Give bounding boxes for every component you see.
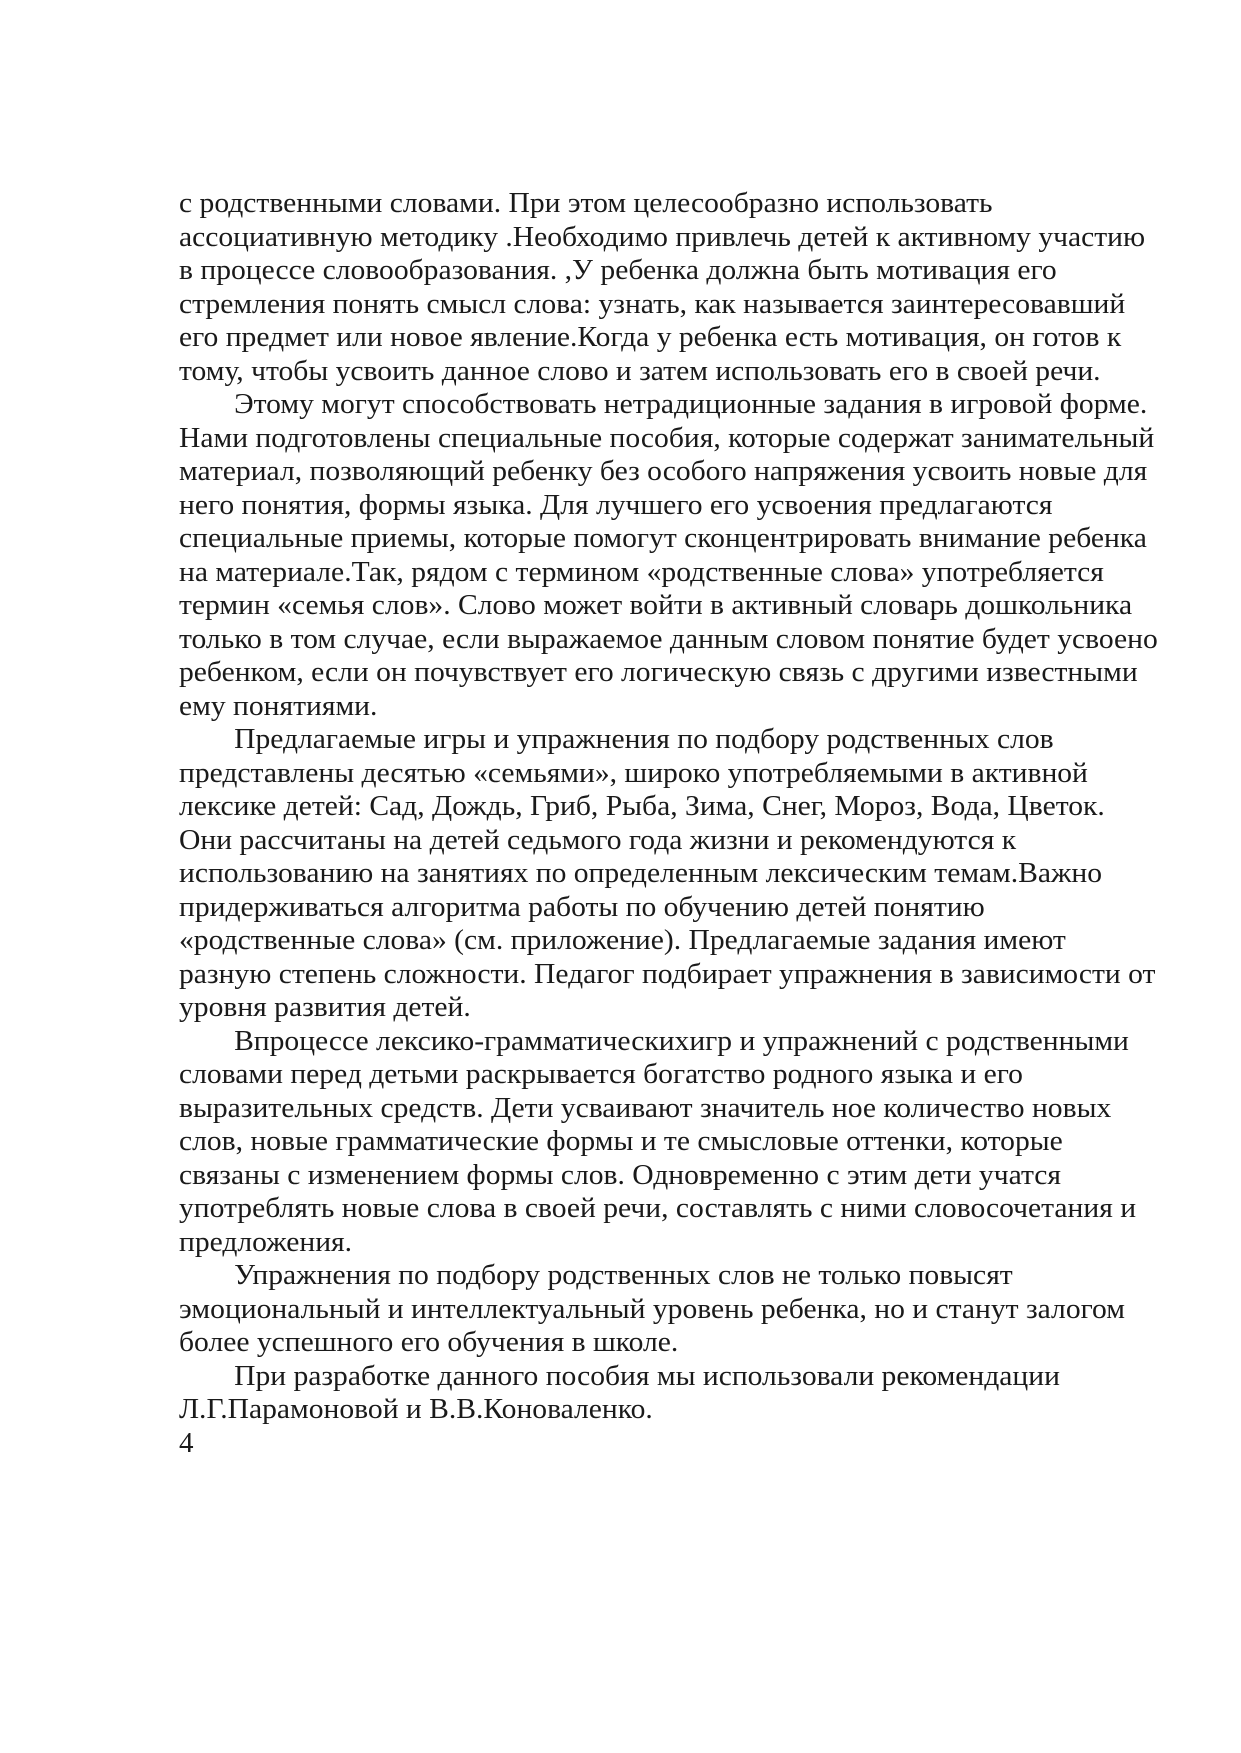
text-line: стремления понять смысл слова: узнать, как называется заинтересовавший xyxy=(179,287,1126,320)
body-text xyxy=(179,187,1179,1460)
text-line: «родственные слова» (см. приложение). Предлагаемые задания имеют xyxy=(179,924,1066,956)
page-number: 4 xyxy=(179,1426,194,1459)
paragraph xyxy=(179,388,1179,723)
text-line: тому, чтобы усвоить данное слово и затем использовать его в своей речи. xyxy=(179,354,1101,387)
text-line: представлены десятью «семьями», широко употребляемыми в активной xyxy=(179,756,1088,789)
text-line: придерживаться алгоритма работы по обучению детей понятию xyxy=(179,890,985,923)
text-line: эмоциональный и интеллектуальный уровень ребенка, но и станут залогом xyxy=(179,1292,1125,1325)
text-line: ассоциативную методику .Необходимо привлечь детей к активному участию xyxy=(179,220,1146,253)
text-line: использованию на занятиях по определенным лексическим темам.Важно xyxy=(179,857,1103,889)
text-line: термин «семья слов». Слово может войти в активный словарь дошкольника xyxy=(179,589,1133,621)
text-line: слов, новые грамматические формы и те смысловые оттенки, которые xyxy=(179,1125,1063,1157)
text-line: словами перед детьми раскрывается богатство родного языка и его xyxy=(179,1058,1023,1090)
text-line: выразительных средств. Дети усваивают значитель ное количество новых xyxy=(179,1091,1112,1124)
text-line: в процессе словообразования. ,У ребенка должна быть мотивация его xyxy=(179,254,1057,286)
text-line: его предмет или новое явление.Когда у ребенка есть мотивация, он готов к xyxy=(179,321,1122,353)
text-line: Предлагаемые игры и упражнения по подбору родственных слов xyxy=(234,723,1054,755)
text-line: Л.Г.Парамоновой и В.В.Коноваленко. xyxy=(179,1393,653,1425)
text-line: Впроцессе лексико-грамматическихигр и упражнений с родственными xyxy=(234,1024,1129,1057)
text-line: материал, позволяющий ребенку без особого напряжения усвоить новые для xyxy=(179,455,1148,487)
text-line: более успешного его обучения в школе. xyxy=(179,1326,679,1358)
paragraph xyxy=(179,187,1179,388)
text-line: на материале.Так, рядом с термином «родственные слова» употребляется xyxy=(179,555,1104,588)
text-line: ребенком, если он почувствует его логическую связь с другими известными xyxy=(179,656,1138,688)
text-line: разную степень сложности. Педагог подбирает упражнения в зависимости от xyxy=(179,957,1156,990)
text-line: предложения. xyxy=(179,1225,353,1258)
text-line: специальные приемы, которые помогут сконцентрировать внимание ребенка xyxy=(179,522,1147,554)
text-line: Упражнения по подбору родственных слов не только повысят xyxy=(234,1259,1013,1291)
paragraph xyxy=(179,1259,1179,1360)
paragraph xyxy=(179,1360,1179,1427)
text-line: Этому могут способствовать нетрадиционные задания в игровой форме. xyxy=(234,388,1148,420)
text-line: ему понятиями. xyxy=(179,689,378,722)
text-line: употреблять новые слова в своей речи, составлять с ними словосочетания и xyxy=(179,1192,1137,1224)
text-line: уровня развития детей. xyxy=(179,991,471,1023)
paragraph xyxy=(179,723,1179,1025)
text-line: Они рассчитаны на детей седьмого года жизни и рекомендуются к xyxy=(179,823,1017,856)
text-line: Нами подготовлены специальные пособия, которые содержат занимательный xyxy=(179,421,1155,454)
text-line: с родственными словами. При этом целесообразно использовать xyxy=(179,187,993,219)
text-line: только в том случае, если выражаемое данным словом понятие будет усвоено xyxy=(179,622,1158,655)
paragraph xyxy=(179,1025,1179,1260)
text-line: него понятия, формы языка. Для лучшего его усвоения предлагаются xyxy=(179,488,1053,521)
text-line: связаны с изменением формы слов. Одновременно с этим дети учатся xyxy=(179,1158,1061,1191)
text-line: лексике детей: Сад, Дождь, Гриб, Рыба, Зима, Снег, Мороз, Вода, Цветок. xyxy=(179,790,1105,822)
text-line: При разработке данного пособия мы использовали рекомендации xyxy=(234,1359,1060,1392)
